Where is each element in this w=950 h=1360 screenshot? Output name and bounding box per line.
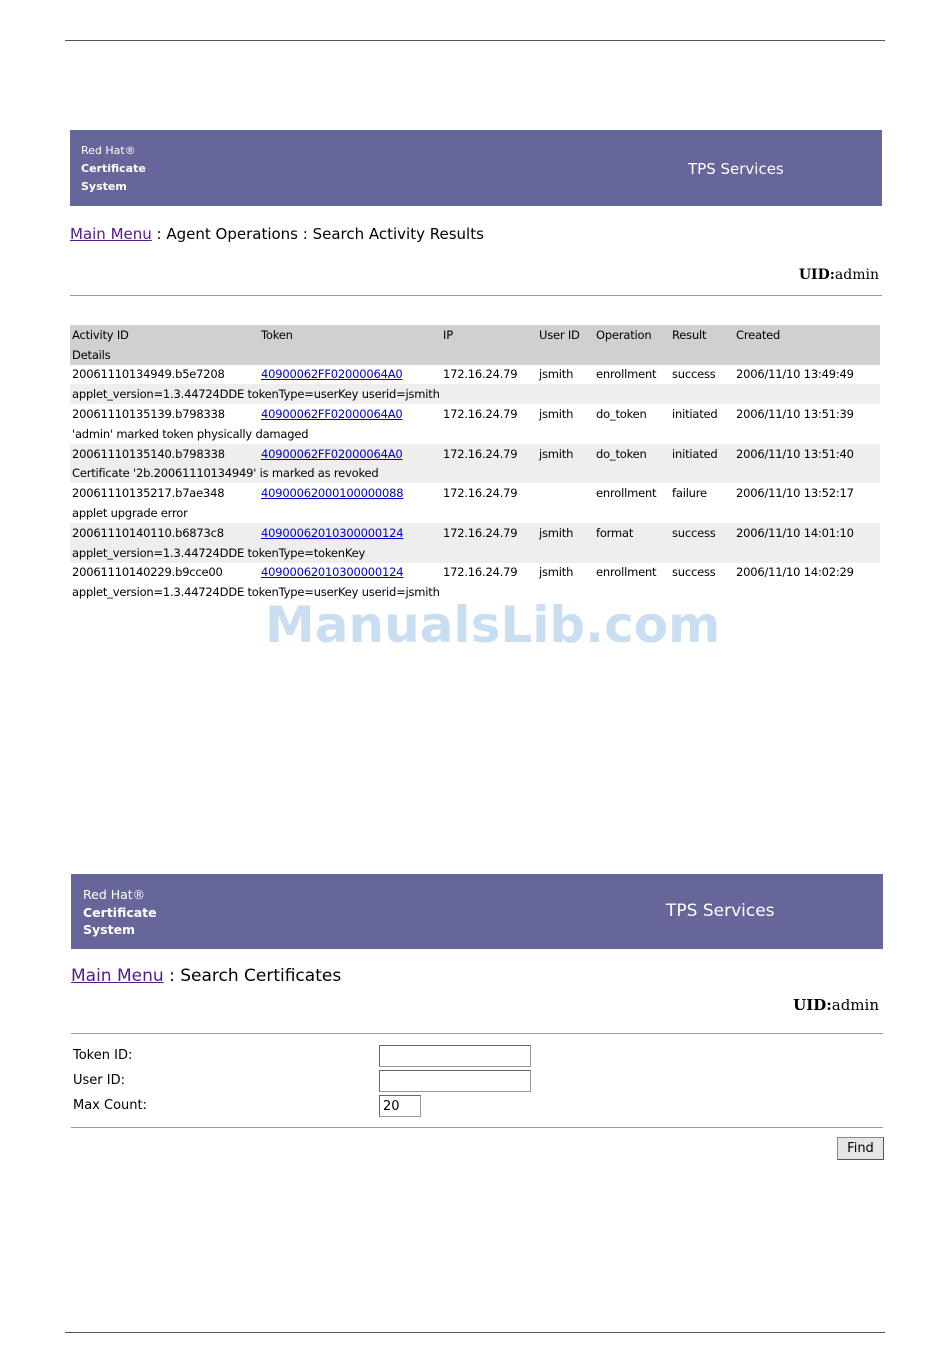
divider: [70, 295, 882, 296]
uid-value: admin: [831, 996, 879, 1014]
operation: enrollment: [596, 486, 657, 501]
token-id-label: Token ID:: [73, 1048, 133, 1063]
created: 2006/11/10 13:51:39: [736, 407, 854, 422]
details-row: [70, 424, 880, 444]
token-link[interactable]: 40900062010300000124: [261, 525, 404, 540]
operation: enrollment: [596, 367, 657, 382]
user-id: jsmith: [537, 523, 594, 543]
max-count-input[interactable]: [379, 1095, 421, 1117]
details-row: [70, 543, 880, 563]
table-row: [70, 563, 880, 583]
breadcrumb: [71, 966, 341, 986]
ip: 172.16.24.79: [443, 565, 518, 580]
details: applet_version=1.3.44724DDE tokenType=userKey userid=jsmith: [72, 585, 440, 600]
result: success: [672, 565, 716, 580]
uid-value: admin: [834, 267, 879, 283]
divider: [71, 1033, 883, 1034]
ip: 172.16.24.79: [441, 523, 537, 543]
details-header: Details: [70, 345, 880, 365]
page-bottom-rule: [65, 1332, 885, 1333]
ip: 172.16.24.79: [441, 444, 537, 464]
details: Certificate '2b.20061110134949' is marked as revoked: [70, 464, 880, 484]
table-row: [70, 444, 880, 464]
table-row: [70, 483, 880, 503]
result: success: [670, 523, 734, 543]
divider: [71, 1127, 883, 1128]
user-id: jsmith: [539, 565, 574, 580]
details: applet_version=1.3.44724DDE tokenType=userKey userid=jsmith: [70, 384, 880, 404]
brand-line-2: Certificate: [83, 904, 157, 920]
token-link[interactable]: 40900062FF02000064A0: [261, 367, 403, 382]
column-header: User ID: [537, 325, 594, 345]
details-row: [70, 503, 880, 523]
column-header: IP: [441, 325, 537, 345]
activity-results-table: [70, 325, 880, 602]
token-link[interactable]: 40900062000100000088: [261, 486, 404, 501]
column-header: Token: [259, 325, 441, 345]
user-id-label: User ID:: [73, 1073, 125, 1088]
table-header-row: [70, 325, 880, 345]
activity-id: 20061110135139.b798338: [72, 407, 225, 422]
ip: 172.16.24.79: [443, 486, 518, 501]
operation: do_token: [596, 407, 647, 422]
user-id: jsmith: [539, 367, 574, 382]
max-count-row: [71, 1095, 883, 1117]
operation: format: [594, 523, 670, 543]
brand-line-3: System: [83, 922, 136, 937]
uid-label: UID:: [798, 267, 835, 283]
breadcrumb: [70, 225, 484, 243]
activity-id: 20061110134949.b5e7208: [72, 367, 225, 382]
operation: do_token: [594, 444, 670, 464]
column-header: Created: [734, 325, 880, 345]
token-link[interactable]: 40900062FF02000064A0: [261, 446, 403, 461]
brand-line-3: System: [81, 180, 127, 193]
brand-logo-text: [83, 886, 157, 939]
watermark: ManualsLib.com: [265, 596, 721, 654]
user-id: jsmith: [537, 444, 594, 464]
details: applet_version=1.3.44724DDE tokenType=tokenKey: [70, 543, 880, 563]
table-row: [70, 365, 880, 385]
uid-label: UID:: [793, 996, 832, 1014]
uid-display: [700, 267, 879, 283]
bottom-header-banner: [71, 874, 883, 949]
main-menu-link[interactable]: Main Menu: [70, 225, 152, 243]
user-id: [537, 483, 594, 503]
details: 'admin' marked token physically damaged: [72, 426, 309, 441]
created: 2006/11/10 13:49:49: [736, 367, 854, 382]
details-row: [70, 384, 880, 404]
token-link[interactable]: 40900062010300000124: [261, 565, 404, 580]
brand-logo-text: [81, 142, 146, 196]
result: initiated: [672, 407, 718, 422]
find-button[interactable]: Find: [837, 1137, 884, 1160]
uid-display: [700, 996, 879, 1014]
result: initiated: [670, 444, 734, 464]
max-count-label: Max Count:: [73, 1098, 147, 1113]
operation: enrollment: [596, 565, 657, 580]
details-row: [70, 464, 880, 484]
created: 2006/11/10 14:02:29: [736, 565, 854, 580]
user-id: jsmith: [539, 407, 574, 422]
brand-line-1: Red Hat®: [81, 144, 136, 157]
brand-line-2: Certificate: [81, 162, 146, 175]
column-header: Result: [670, 325, 734, 345]
main-menu-link[interactable]: Main Menu: [71, 966, 164, 986]
activity-id: 20061110135217.b7ae348: [72, 486, 225, 501]
result: failure: [672, 486, 707, 501]
column-header: Operation: [594, 325, 670, 345]
service-title: TPS Services: [688, 160, 784, 178]
token-id-row: [71, 1045, 883, 1067]
token-id-input[interactable]: [379, 1045, 531, 1067]
ip: 172.16.24.79: [443, 407, 518, 422]
user-id-row: [71, 1070, 883, 1092]
column-header: Activity ID: [70, 325, 259, 345]
top-header-banner: [70, 130, 882, 206]
ip: 172.16.24.79: [443, 367, 518, 382]
details: applet upgrade error: [72, 506, 188, 521]
created: 2006/11/10 13:51:40: [734, 444, 880, 464]
created: 2006/11/10 13:52:17: [736, 486, 854, 501]
created: 2006/11/10 14:01:10: [734, 523, 880, 543]
activity-id: 20061110140229.b9cce00: [72, 565, 223, 580]
result: success: [672, 367, 716, 382]
activity-id: 20061110135140.b798338: [70, 444, 259, 464]
user-id-input[interactable]: [379, 1070, 531, 1092]
breadcrumb-trail: : Agent Operations : Search Activity Results: [151, 225, 484, 243]
details-header-row: [70, 345, 880, 365]
service-title: TPS Services: [666, 901, 775, 921]
token-link[interactable]: 40900062FF02000064A0: [261, 407, 403, 422]
activity-id: 20061110140110.b6873c8: [70, 523, 259, 543]
table-row: [70, 523, 880, 543]
breadcrumb-trail: : Search Certificates: [163, 966, 342, 986]
table-row: [70, 404, 880, 424]
page-top-rule: [65, 40, 885, 41]
brand-line-1: Red Hat®: [83, 887, 146, 902]
